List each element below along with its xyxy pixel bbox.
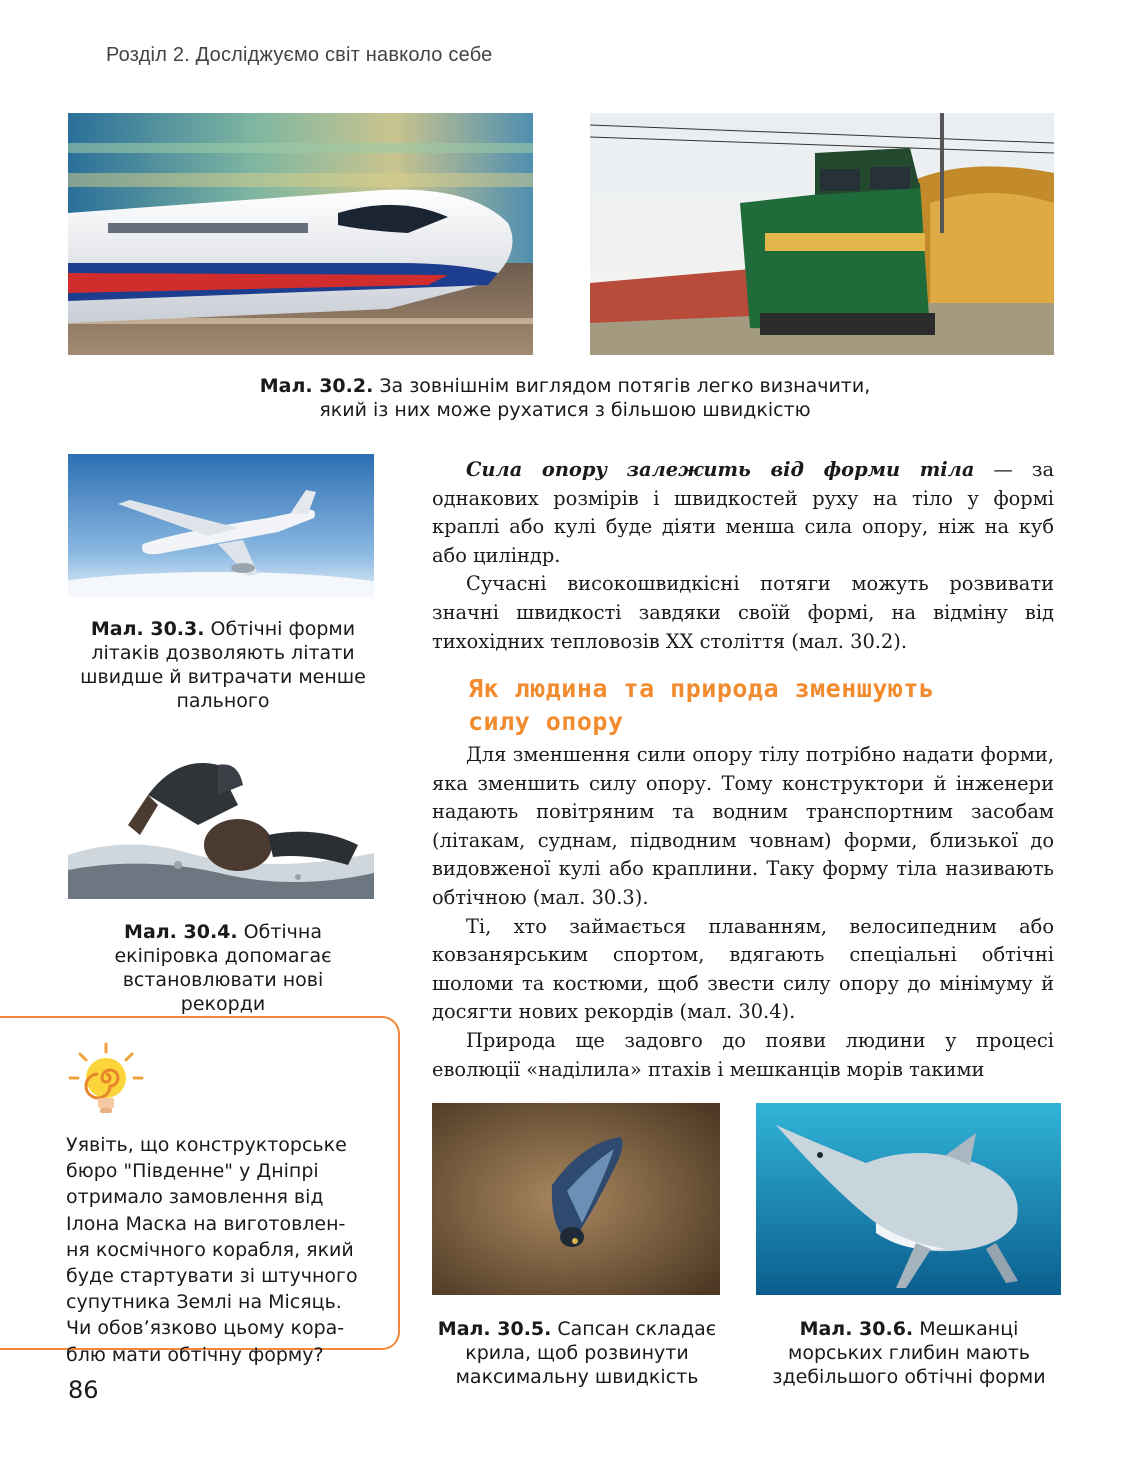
figure-caption-30-3 (68, 617, 378, 713)
idea-bulb-icon (66, 1040, 146, 1120)
task-line: блю мати обтічну форму? (66, 1343, 324, 1366)
caption-text: Мешканці (913, 1318, 1019, 1340)
section-heading-line: Як людина та природа зменшують (468, 674, 935, 703)
task-line: бюро "Південне" у Дніпрі (66, 1160, 319, 1183)
caption-text: Обтічні форми (204, 618, 356, 640)
caption-text: максимальну швидкість (455, 1366, 699, 1388)
dolphin-photo (756, 1103, 1061, 1295)
page-number: 86 (68, 1376, 99, 1404)
body-text-upper (432, 456, 1054, 656)
figure-caption-30-4 (68, 920, 378, 1016)
body-text-lower (432, 741, 1054, 1084)
figure-caption-30-5 (422, 1317, 732, 1389)
diesel-locomotive-photo (590, 113, 1054, 355)
chapter-header: Розділ 2. Досліджуємо світ навколо себе (106, 44, 493, 66)
caption-text: За зовнішнім виглядом потягів легко визначити, (373, 375, 871, 397)
caption-text: здебільшого обтічні форми (772, 1366, 1046, 1388)
section-heading-line: силу опору (468, 707, 624, 736)
task-line: Чи обов’язково цьому кора- (66, 1317, 345, 1340)
figure-caption-30-6 (748, 1317, 1070, 1389)
high-speed-train-photo (68, 113, 533, 355)
paragraph: Для зменшення сили опору тілу потрібно надати форми, яка зменшить силу опору. Тому конструктори й інженери надають повітряним та водним транспортним засобам (літакам, суднам, підводним човнам) форми, близької до видовженої кулі або краплини. Таку форму тіла називають обтічною (мал. 30.3). (432, 743, 1054, 909)
airplane-photo (68, 454, 374, 597)
caption-label: Мал. 30.5. (437, 1318, 552, 1340)
caption-text: Сапсан складає (551, 1318, 717, 1340)
caption-text: морських глибин мають (787, 1342, 1030, 1364)
paragraph: Ті, хто займається плаванням, велосипедним або ковзанярським спортом, вдягають спеціальні обтічні шоломи та костюми, щоб звести силу опору до мінімуму й досягти нових рекордів (мал. 30.4). (432, 914, 1054, 1024)
caption-label: Мал. 30.6. (799, 1318, 914, 1340)
paragraph-text: — за однакових розмірів і швидкостей руху на тіло у формі краплі або кулі буде діяти менша сила опору, ніж на куб або циліндр. (432, 458, 1055, 567)
paragraph: Природа ще задовго до появи людини у процесі еволюції «наділила» птахів і мешканців морів такими (432, 1028, 1054, 1081)
key-term: Сила опору залежить від форми тіла (466, 458, 975, 481)
task-line: супутника Землі на Місяць. (66, 1291, 342, 1314)
task-line: ня космічного корабля, який (66, 1238, 354, 1261)
paragraph (432, 456, 1054, 570)
caption-text: Обтічна (237, 921, 322, 943)
task-line: отримало замовлення від (66, 1186, 324, 1209)
caption-text: швидше й витрачати менше (80, 666, 366, 688)
task-line: буде стартувати зі штучного (66, 1265, 358, 1288)
caption-text: пального (176, 690, 270, 712)
paragraph: Сучасні високошвидкісні потяги можуть розвивати значні швидкості завдяки своїй формі, на відміну від тихохідних тепловозів XX століття (мал. 30.2). (432, 572, 1054, 653)
figure-caption-30-2 (200, 374, 930, 422)
caption-label: Мал. 30.2. (259, 375, 374, 397)
peregrine-falcon-photo (432, 1103, 720, 1295)
task-text (66, 1132, 366, 1368)
caption-text: встановлювати нові (122, 969, 324, 991)
section-heading (468, 672, 1048, 738)
caption-text: рекорди (180, 993, 266, 1015)
swimmer-photo (68, 735, 374, 899)
task-line: Ілона Маска на виготовлен- (66, 1212, 346, 1235)
caption-label: Мал. 30.3. (90, 618, 205, 640)
caption-text: екіпіровка допомагає (114, 945, 332, 967)
caption-text: крила, щоб розвинути (465, 1342, 689, 1364)
caption-text: літаків дозволяють літати (91, 642, 355, 664)
caption-label: Мал. 30.4. (124, 921, 238, 943)
caption-text: який із них може рухатися з більшою швидкістю (319, 399, 811, 421)
task-line: Уявіть, що конструкторське (66, 1134, 347, 1156)
